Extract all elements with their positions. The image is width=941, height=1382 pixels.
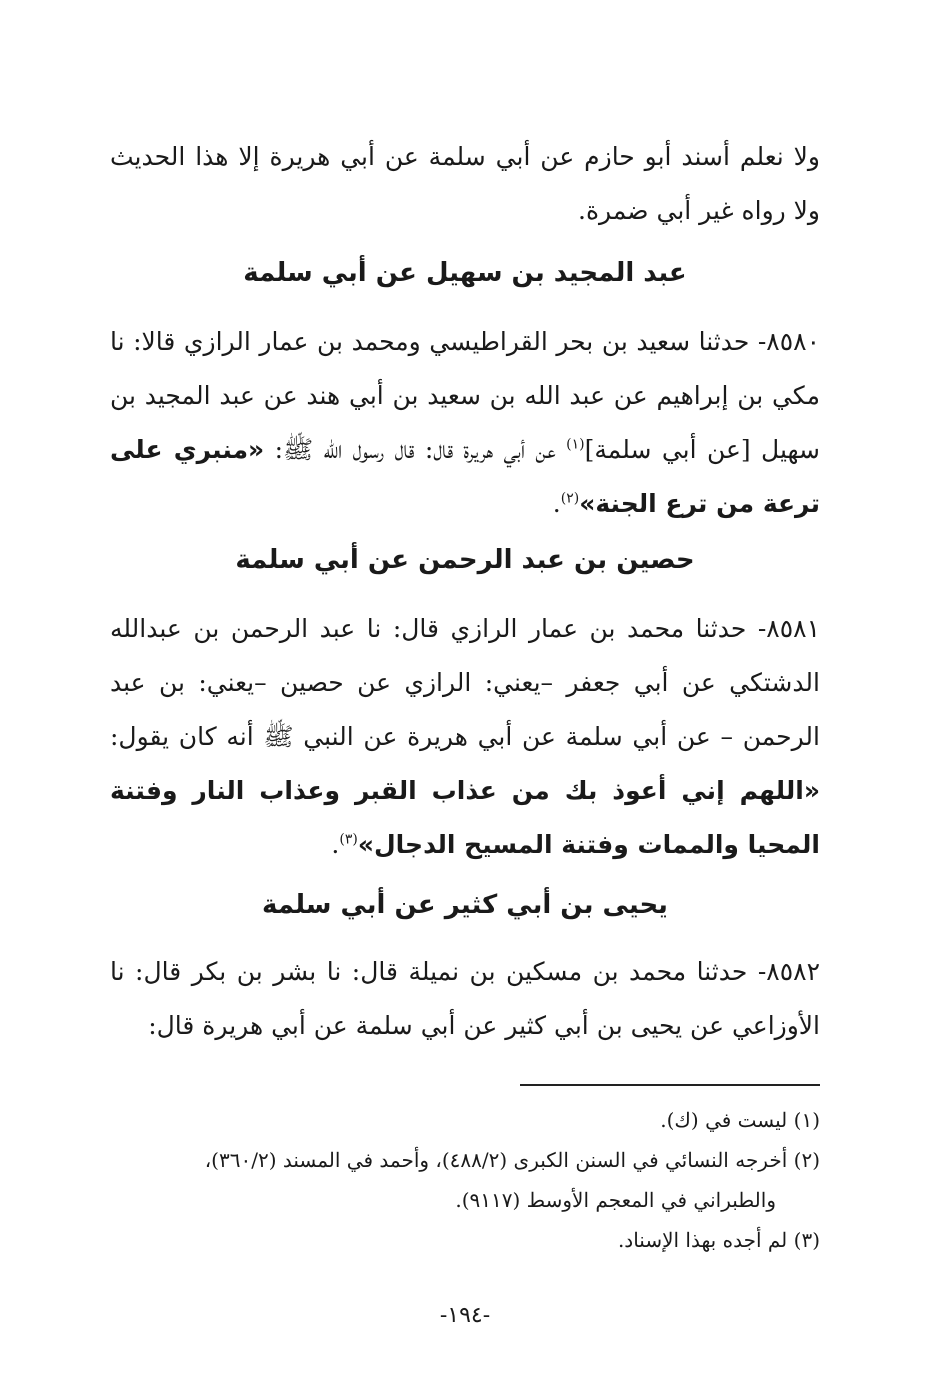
hadith-8581	[110, 602, 820, 872]
footnote-2-line-1: (٢) أخرجه النسائي في السنن الكبرى (٤٨٨/٢)، وأحمد في المسند (٣٦٠/٢)،	[204, 1148, 820, 1172]
footnote-3: (٣) لم أجده بهذا الإسناد.	[617, 1228, 820, 1252]
footnote-2-line-2: والطبراني في المعجم الأوسط (٩١١٧).	[455, 1188, 776, 1212]
footnotes	[110, 1100, 820, 1260]
section-heading-2: حصين بن عبد الرحمن عن أبي سلمة	[235, 545, 695, 575]
footnote-ref-2: (٢)	[560, 490, 580, 507]
hadith-8580-continuation: عن أبي هريرة قال: قال رسول الله ﷺ:	[264, 435, 567, 464]
hadith-8580-matn: «منبري على ترعة من ترع الجنة»	[110, 435, 820, 518]
book-page	[110, 130, 820, 1350]
hadith-8580-end: .	[552, 489, 561, 518]
section-heading-3: يحيى بن أبي كثير عن أبي سلمة	[262, 890, 668, 920]
footnote-ref-1: (١)	[566, 436, 585, 453]
footnote-ref-3: (٣)	[339, 831, 358, 848]
hadith-8581-end: .	[331, 830, 340, 859]
section-heading-1: عبد المجيد بن سهيل عن أبي سلمة	[243, 258, 687, 288]
intro-paragraph: ولا نعلم أسند أبو حازم عن أبي سلمة عن أبي هريرة إلا هذا الحديث ولا رواه غير أبي ضمرة.	[110, 142, 820, 225]
page-number: -١٩٤-	[439, 1303, 491, 1328]
hadith-8580-isnad: ٨٥٨٠- حدثنا سعيد بن بحر القراطيسي ومحمد بن عمار الرازي قالا: نا مكي بن إبراهيم عن عبد الله بن سعيد بن أبي هند عن عبد المجيد بن سهيل [عن أبي سلمة]	[110, 327, 820, 464]
hadith-8581-matn: «اللهم إني أعوذ بك من عذاب القبر وعذاب النار وفتنة المحيا والممات وفتنة المسيح الدجال»	[110, 776, 820, 859]
hadith-8580	[110, 315, 820, 531]
hadith-8581-isnad: ٨٥٨١- حدثنا محمد بن عمار الرازي قال: نا عبد الرحمن بن عبدالله الدشتكي عن أبي جعفر –يعني: الرازي عن حصين –يعني: بن عبد الرحمن – عن أبي سلمة عن أبي هريرة عن النبي ﷺ أنه كان يقول:	[110, 614, 820, 751]
footnote-2	[110, 1140, 820, 1220]
footnote-separator	[520, 1084, 820, 1086]
hadith-8582: ٨٥٨٢- حدثنا محمد بن مسكين بن نميلة قال: نا بشر بن بكر قال: نا الأوزاعي عن يحيى بن أبي كثير عن أبي سلمة عن أبي هريرة قال:	[110, 957, 820, 1040]
footnote-1: (١) ليست في (ك).	[660, 1108, 820, 1132]
